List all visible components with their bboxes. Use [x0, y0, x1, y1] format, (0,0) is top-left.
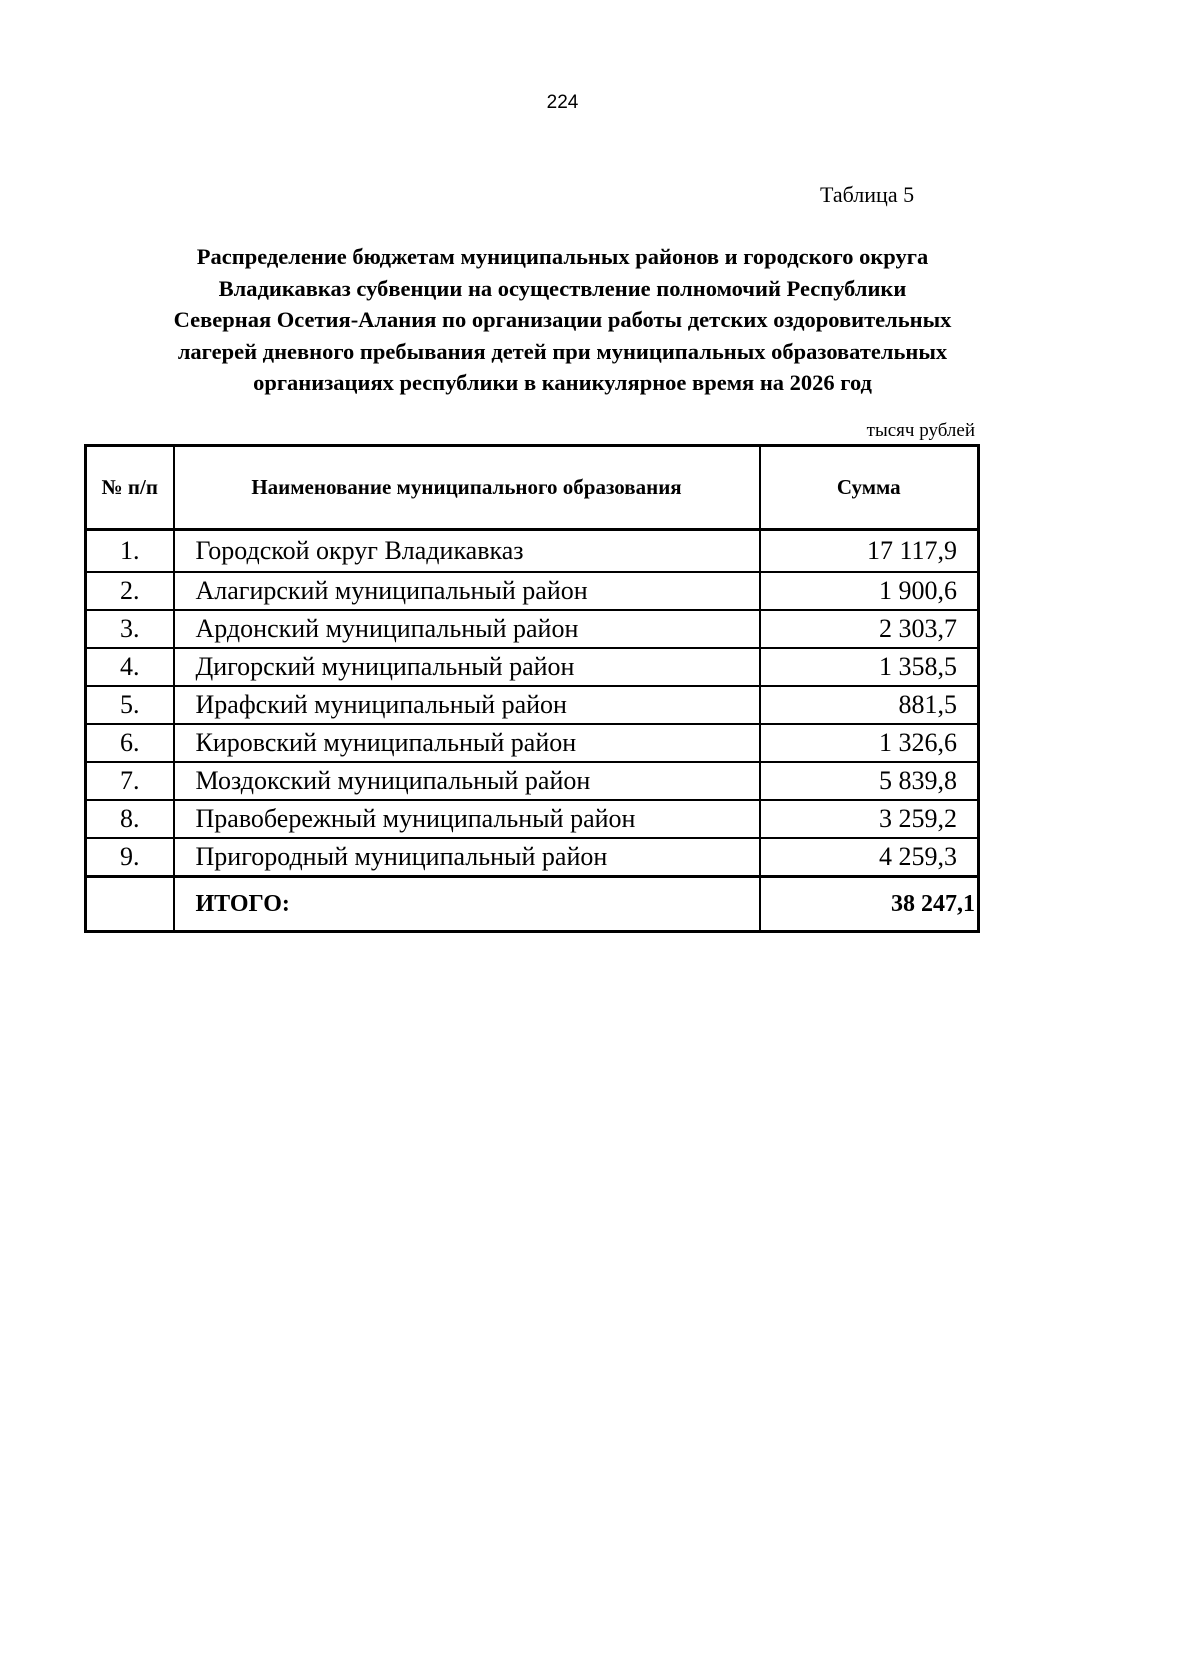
budget-table: [84, 444, 980, 933]
row-number: 5.: [86, 686, 174, 724]
table-row: [86, 686, 979, 724]
page-number: 224: [546, 92, 579, 113]
row-name: Пригородный муниципальный район: [174, 838, 760, 877]
row-number: 6.: [86, 724, 174, 762]
row-sum: 17 117,9: [760, 530, 979, 573]
row-name: Кировский муниципальный район: [174, 724, 760, 762]
row-sum: 2 303,7: [760, 610, 979, 648]
heading-line: Распределение бюджетам муниципальных районов и городского округа: [196, 244, 929, 269]
row-name: Алагирский муниципальный район: [174, 572, 760, 610]
heading-line: Северная Осетия-Алания по организации работы детских оздоровительных: [173, 307, 952, 332]
row-sum: 1 358,5: [760, 648, 979, 686]
row-sum: 881,5: [760, 686, 979, 724]
total-sum: 38 247,1: [760, 877, 979, 932]
total-row: [86, 877, 979, 932]
table-row: [86, 530, 979, 573]
table-row: [86, 838, 979, 877]
table-row: [86, 648, 979, 686]
table-row: [86, 724, 979, 762]
heading-line: лагерей дневного пребывания детей при муниципальных образовательных: [177, 338, 948, 364]
document-heading: [60, 241, 1065, 399]
row-sum: 5 839,8: [760, 762, 979, 800]
table-row: [86, 800, 979, 838]
row-name: Городской округ Владикавказ: [174, 530, 760, 573]
row-sum: 1 326,6: [760, 724, 979, 762]
row-number: 3.: [86, 610, 174, 648]
heading-line: Владикавказ субвенции на осуществление полномочий Республики: [218, 275, 907, 301]
row-name: Ирафский муниципальный район: [174, 686, 760, 724]
row-number: 9.: [86, 838, 174, 877]
row-sum: 1 900,6: [760, 572, 979, 610]
header-number: № п/п: [86, 446, 174, 530]
row-name: Правобережный муниципальный район: [174, 800, 760, 838]
row-name: Дигорский муниципальный район: [174, 648, 760, 686]
table-row: [86, 572, 979, 610]
row-number: 2.: [86, 572, 174, 610]
table-label: Таблица 5: [820, 182, 915, 207]
row-sum: 3 259,2: [760, 800, 979, 838]
header-sum: Сумма: [760, 446, 979, 530]
row-number: 8.: [86, 800, 174, 838]
table-row: [86, 610, 979, 648]
total-number-cell: [86, 877, 174, 932]
header-name: Наименование муниципального образования: [174, 446, 760, 530]
row-name: Моздокский муниципальный район: [174, 762, 760, 800]
row-number: 1.: [86, 530, 174, 573]
table-row: [86, 762, 979, 800]
row-name: Ардонский муниципальный район: [174, 610, 760, 648]
total-label: ИТОГО:: [174, 877, 760, 932]
row-number: 4.: [86, 648, 174, 686]
heading-line: организациях республики в каникулярное время на 2026 год: [253, 370, 872, 395]
units-label: тысяч рублей: [866, 420, 975, 441]
row-number: 7.: [86, 762, 174, 800]
row-sum: 4 259,3: [760, 838, 979, 877]
table-header-row: [86, 446, 979, 530]
